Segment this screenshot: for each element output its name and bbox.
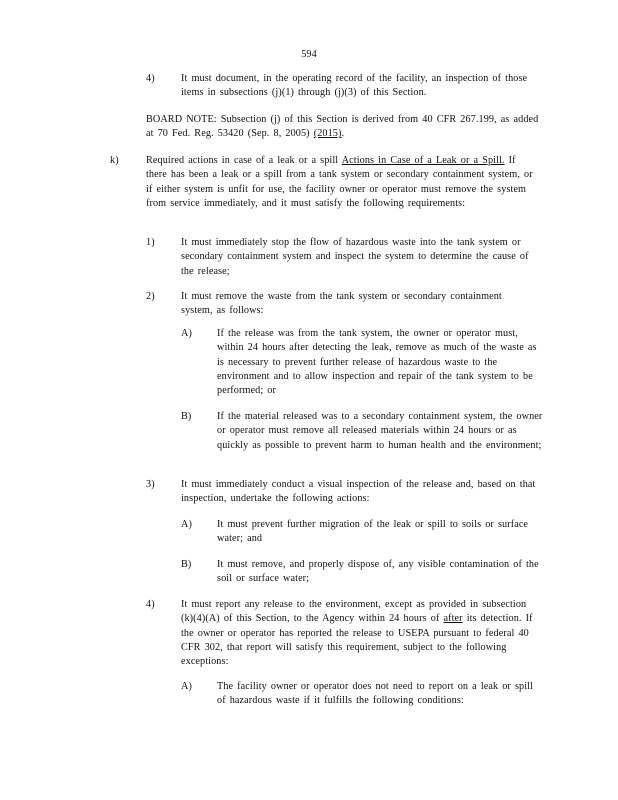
item-k2b-label: B) xyxy=(181,411,192,422)
section-k-label: k) xyxy=(110,155,119,166)
item-k4a-text: The facility owner or operator does not need to report on a leak or spill of hazardous waste if it fulfills the following conditions: xyxy=(217,681,534,707)
item-k4-amendment: after xyxy=(443,613,463,625)
page-number: 594 xyxy=(301,49,317,60)
item-k2b-text: If the material released was to a secondary containment system, the owner or operator must remove all released materials within 24 hours or as quickly as possible to prevent harm to human health and the environment; xyxy=(217,411,543,451)
section-k-old-title: Required actions in case of a leak or a spill xyxy=(146,155,339,166)
item-k1-text: It must immediately stop the flow of hazardous waste into the tank system or secondary containment system and inspect the system to determine the cause of the release; xyxy=(181,237,529,277)
item-k2a-label: A) xyxy=(181,328,192,339)
item-k2-label: 2) xyxy=(146,291,155,302)
board-note-text: BOARD NOTE: Subsection (j) of this Section is derived from 40 CFR 267.199, as added at 70 Fed. Reg. 53420 (Sep. 8, 2005) xyxy=(146,114,539,140)
section-k-body: If there has been a leak or a spill from a tank system or secondary containment system, or if either system is unfit for use, the facility owner or operator must remove the system from service immediately, and it must satisfy the following requirements: xyxy=(146,155,533,209)
item-k3a-text: It must prevent further migration of the leak or spill to soils or surface water; and xyxy=(217,519,529,545)
item-k4-text-b: its detection. If the owner or operator has reported the release to USEPA pursuant to federal 40 CFR 302, that report will satisfy this requirement, subject to the following exceptions: xyxy=(181,613,533,668)
item-k3a-label: A) xyxy=(181,519,192,530)
item-k4-label: 4) xyxy=(146,599,155,610)
item-k3b-text: It must remove, and properly dispose of, any visible contamination of the soil or surface water; xyxy=(217,559,539,585)
item-k4-text xyxy=(181,598,537,669)
item-j4-text: It must document, in the operating record of the facility, an inspection of those items in subsections (j)(1) through (j)(3) of this Section. xyxy=(181,73,528,99)
board-note-amendment: (2015) xyxy=(313,128,342,140)
item-k4a-label: A) xyxy=(181,681,192,692)
item-k3b-label: B) xyxy=(181,559,192,570)
item-k3-text: It must immediately conduct a visual inspection of the release and, based on that inspection, undertake the following actions: xyxy=(181,479,536,505)
section-k-new-title: Actions in Case of a Leak or a Spill. xyxy=(341,155,505,166)
item-k3-label: 3) xyxy=(146,479,155,490)
item-j4-label: 4) xyxy=(146,73,155,84)
item-k2a-text: If the release was from the tank system, the owner or operator must, within 24 hours after detecting the leak, remove as much of the waste as is necessary to prevent further release of hazardous waste to the environment and to allow inspection and repair of the tank system to be performed; or xyxy=(217,328,537,397)
board-note-end: . xyxy=(341,128,345,140)
item-k4-text-a: It must report any release to the environment, except as provided in subsection (k)(4)(A) of this Section, to the Agency within 24 hours of xyxy=(181,599,527,625)
board-note xyxy=(146,113,541,142)
item-k1-label: 1) xyxy=(146,237,155,248)
item-k2-text: It must remove the waste from the tank system or secondary containment system, as follows: xyxy=(181,291,502,317)
section-k-text xyxy=(146,154,538,211)
